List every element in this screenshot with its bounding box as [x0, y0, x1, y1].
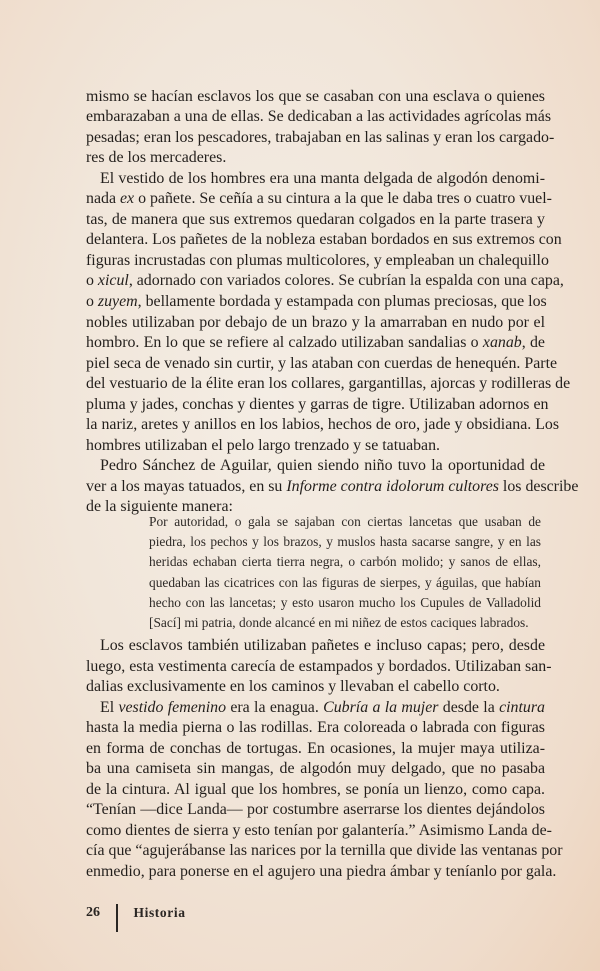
quote-line: [Sací] mi patria, donde alcancé en mi niñez de estos caciques labrados.: [149, 614, 529, 630]
text-line: pesadas; eran los pescadores, trabajaban en las salinas y eran los cargado-: [86, 128, 555, 146]
quote-line: Por autoridad, o gala se sajaban con ciertas lancetas que usaban de: [149, 514, 541, 529]
text-line: ba una camiseta sin mangas, de algodón muy delgado, que no pasaba: [86, 760, 545, 778]
quote-line: piedra, los pechos y los brazos, y muslos hasta sacarse sangre, y en las: [149, 534, 541, 550]
text-run: hombro. En lo que se refiere al calzado utilizaban sandalias o: [86, 334, 483, 352]
text-line: enmedio, para ponerse en el agujero una piedra ámbar y teníanlo por gala.: [86, 863, 557, 881]
text-line: nobles utilizaban por debajo de un brazo y la amarraban en nudo por el: [86, 313, 545, 331]
text-line: mismo se hacían esclavos los que se casaban con una esclava o quienes: [86, 87, 545, 105]
term-xanab: xanab: [482, 334, 522, 352]
text-line: hasta la media pierna o las rodillas. Era coloreada o labrada con figuras: [86, 719, 545, 737]
text-line: “Tenían —dice Landa— por costumbre aserrarse los dientes dejándolos: [86, 801, 545, 819]
text-line: [86, 333, 545, 354]
text-run: era la enagua.: [226, 698, 324, 716]
paragraph-mens-clothing: [86, 169, 571, 457]
text-line: res de los mercaderes.: [86, 149, 227, 167]
text-run: , de: [521, 334, 545, 352]
page-footer: [86, 904, 186, 934]
term-ex: ex: [119, 190, 135, 208]
body-text-bottom: [86, 636, 563, 883]
text-line: tas, de manera que sus extremos quedaran colgados en la parte trasera y: [86, 210, 545, 228]
text-line: [86, 698, 545, 719]
text-line: delantera. Los pañetes de la nobleza estaban bordados en sus extremos con: [86, 231, 562, 249]
text-line: figuras incrustadas con plumas multicolores, y empleaban un chalequillo: [86, 251, 549, 269]
emphasis: cintura: [499, 698, 545, 716]
text-run: El: [100, 698, 119, 716]
text-run: o: [86, 272, 98, 290]
text-run: , bellamente bordada y estampada con plumas preciosas, que los: [137, 292, 547, 310]
text-line: en forma de conchas de tortugas. En ocasiones, la mujer maya utiliza-: [86, 739, 545, 757]
emphasis: Cubría a la mujer: [323, 698, 439, 716]
text-line: Los esclavos también utilizaban pañetes e incluso capas; pero, desde: [100, 637, 545, 654]
quote-line: hecho con las lancetas; y esto usaron mucho los Cupules de Valladolid: [149, 594, 541, 610]
emphasis: vestido femenino: [118, 698, 227, 716]
text-line: [86, 477, 579, 498]
text-line: piel seca de venado sin curtir, y las ataban con cuerdas de henequén. Parte: [86, 354, 558, 372]
text-line: [86, 292, 545, 313]
text-line: del vestuario de la élite eran los collares, gargantillas, ajorcas y rodilleras de: [86, 375, 571, 393]
term-xicul: xicul: [97, 272, 129, 290]
paragraph-slaves-continued: [86, 87, 555, 169]
text-run: o: [86, 292, 98, 310]
text-run: desde la: [438, 698, 500, 716]
text-line: Pedro Sánchez de Aguilar, quien siendo niño tuvo la oportunidad de: [100, 457, 545, 475]
text-line: [86, 189, 552, 210]
text-line: cía que “agujerábanse las narices por la ternilla que divide las ventanas por: [86, 842, 563, 860]
text-run: , adornado con variados colores. Se cubrían la espalda con una capa,: [128, 272, 564, 290]
running-head: Historia: [133, 905, 186, 920]
quote-line: heridas echaban cierta tierra negra, o carbón molido; y sanos de ellas,: [149, 554, 541, 570]
paragraph-sanchez-de-aguilar: [86, 456, 579, 518]
paragraph-slaves-clothing: [86, 636, 552, 698]
book-title: Informe contra idolorum cultores: [286, 477, 499, 495]
text-line: embarazaban a una de ellas. Se dedicaban a las actividades agrícolas más: [86, 108, 552, 126]
text-run: nada: [86, 190, 120, 208]
body-text-top: [86, 87, 579, 518]
page-number: 26: [86, 905, 100, 920]
text-run: los describe: [498, 477, 579, 495]
footer-divider: [116, 904, 118, 932]
quote-line: quedaban las cicatrices con las figuras de sierpes, y águilas, que habían: [149, 574, 541, 590]
text-line: pluma y jades, conchas y dientes y garras de tigre. Utilizaban adornos en: [86, 395, 549, 413]
text-line: [86, 271, 564, 292]
text-line: como dientes de sierra y esto tenían por galantería.” Asimismo Landa de-: [86, 821, 552, 839]
text-line: de la siguiente manera:: [86, 498, 233, 516]
text-run: ver a los mayas tatuados, en su: [86, 477, 287, 495]
block-quote: [149, 512, 541, 633]
text-line: hombres utilizaban el pelo largo trenzado y se tatuaban.: [86, 436, 441, 454]
text-line: dalias exclusivamente en los caminos y llevaban el cabello corto.: [86, 678, 500, 696]
text-line: de la cintura. Al igual que los hombres, se ponía un lienzo, como capa.: [86, 780, 545, 798]
term-zuyem: zuyem: [97, 292, 138, 310]
text-line: la nariz, aretes y anillos en los labios, hechos de oro, jade y obsidiana. Los: [86, 416, 560, 434]
paragraph-womens-clothing: [86, 698, 563, 883]
text-line: El vestido de los hombres era una manta delgada de algodón denomi-: [100, 169, 545, 187]
text-run: o pañete. Se ceñía a su cintura a la que le daba tres o cuatro vuel-: [134, 190, 552, 208]
text-line: luego, esta vestimenta carecía de estampados y bordados. Utilizaban san-: [86, 657, 552, 675]
